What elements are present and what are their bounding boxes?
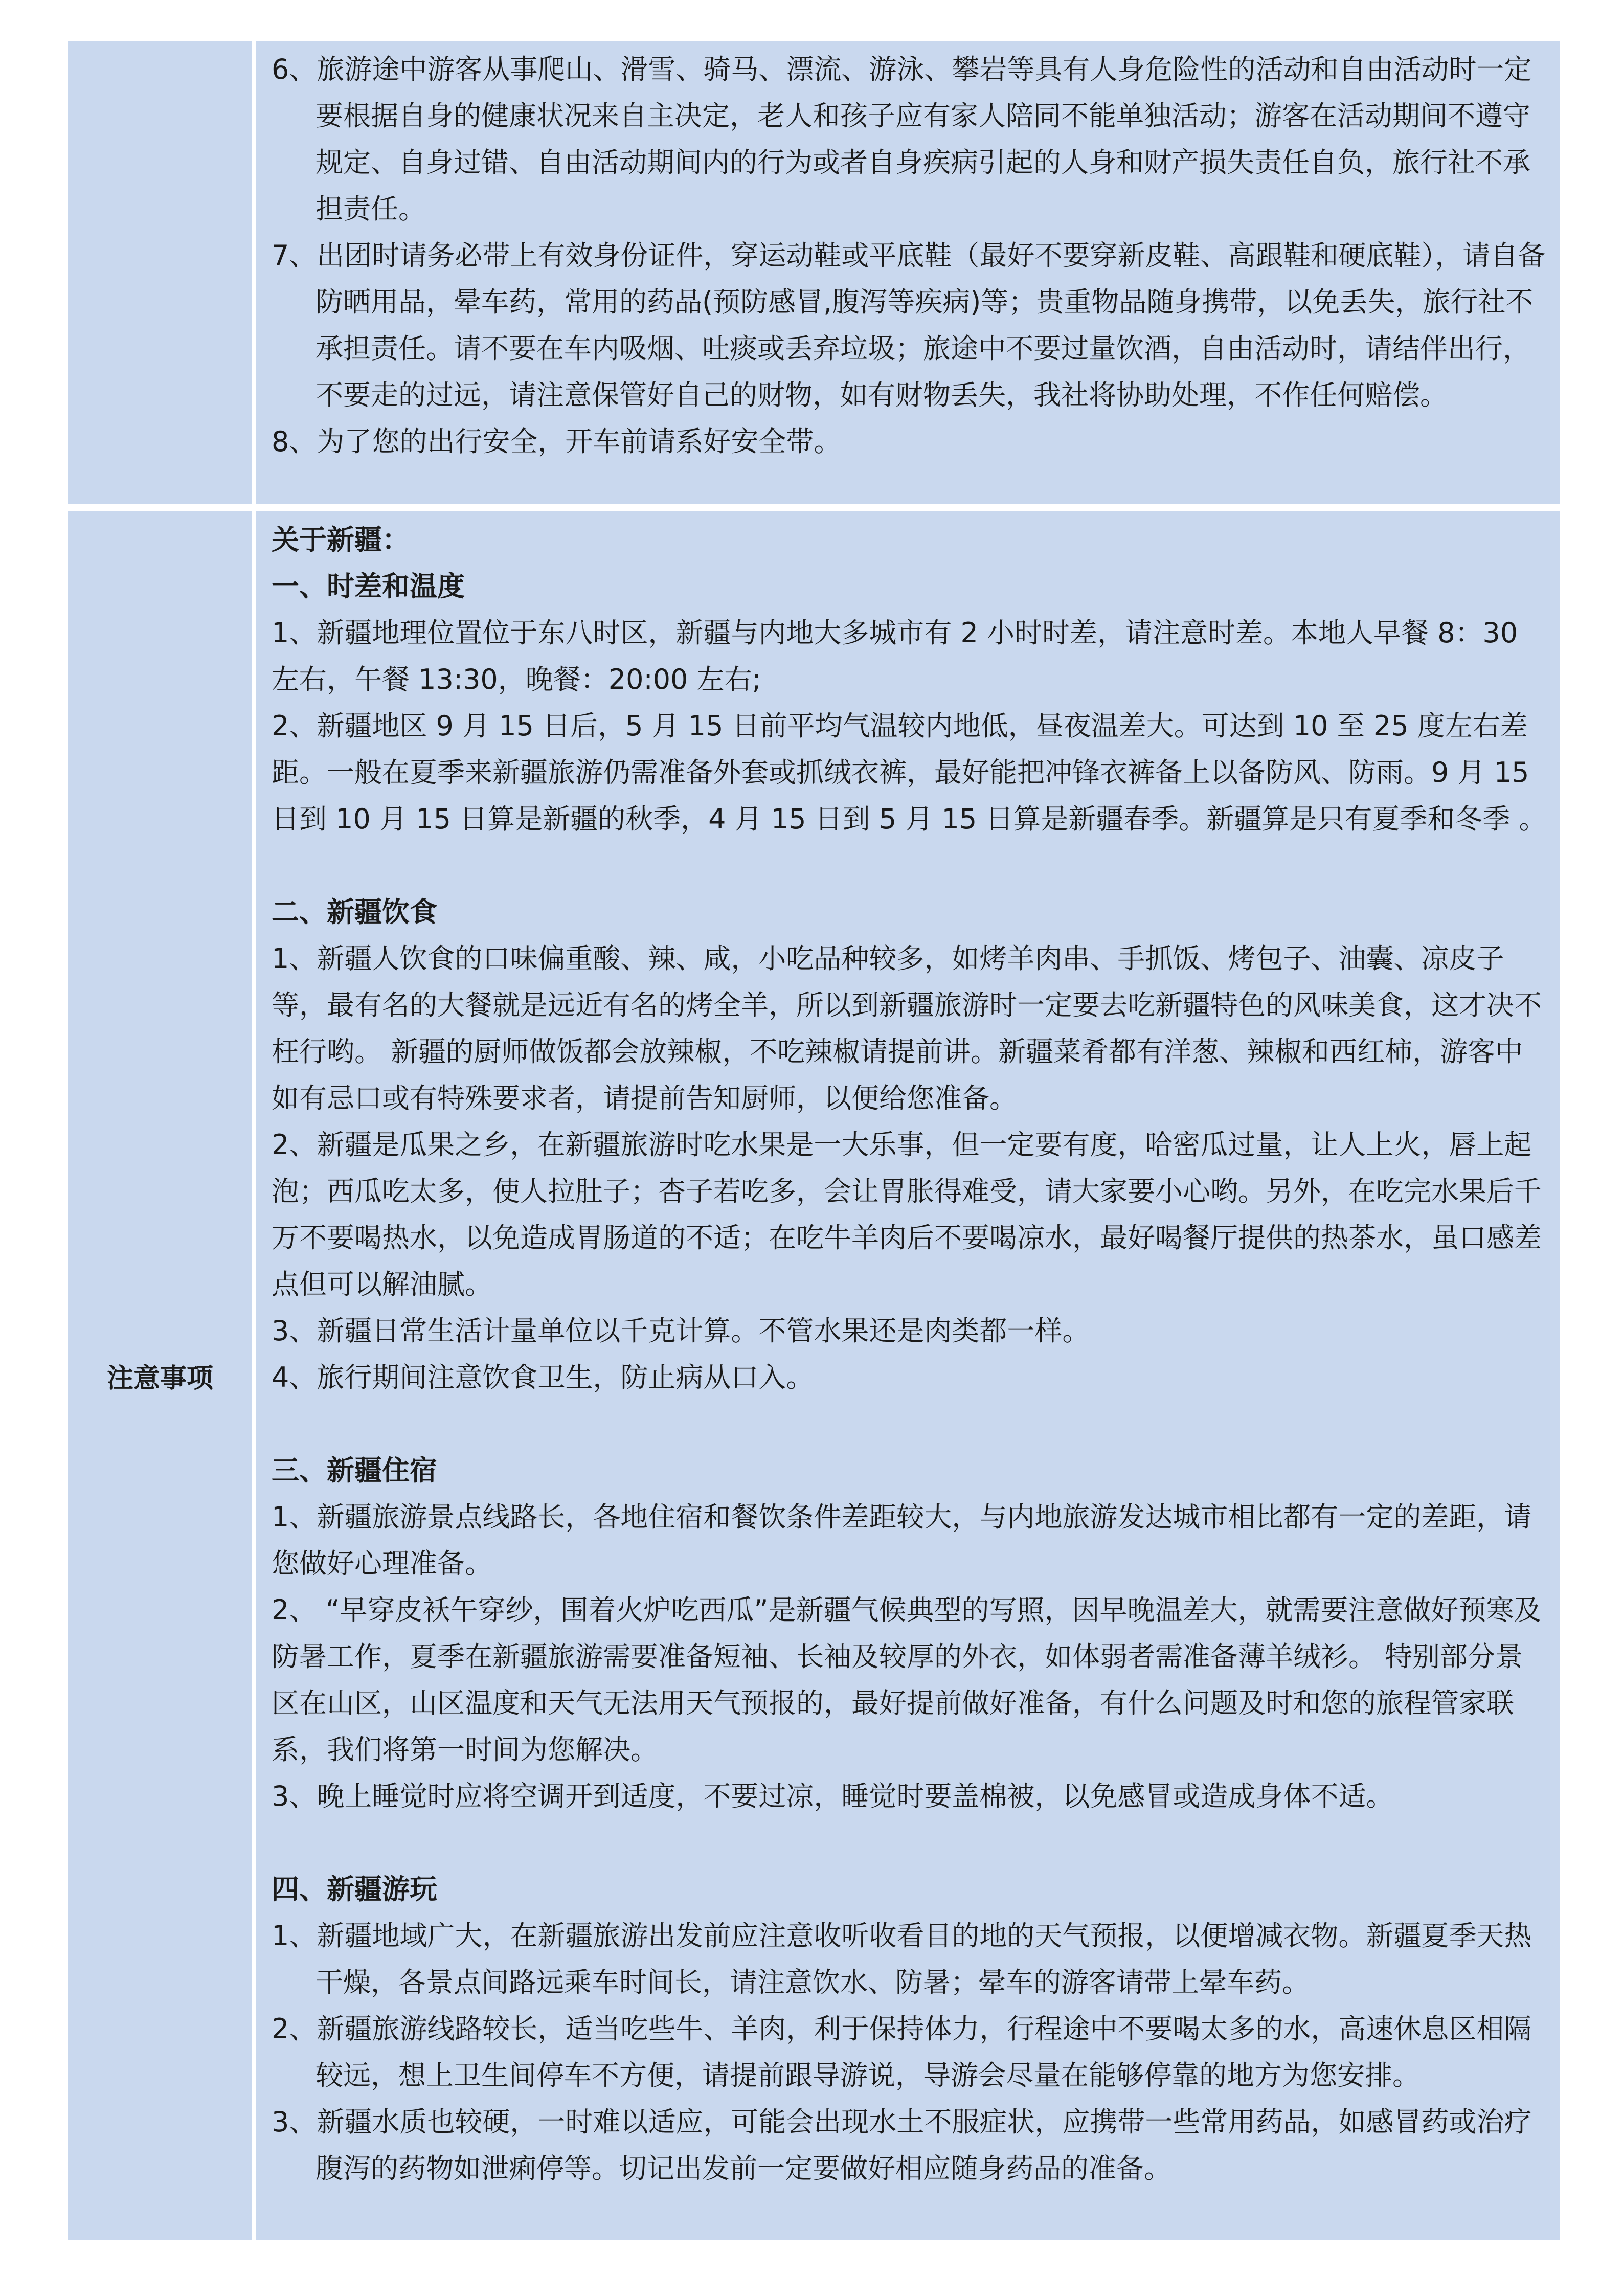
row-content-notes xyxy=(256,511,1560,2240)
section-title-timezone: 一、时差和温度 xyxy=(272,570,465,602)
lodging-paragraph-3: 3、晚上睡觉时应将空调开到适度，不要过凉，睡觉时要盖棉被，以免感冒或造成身体不适。 xyxy=(272,1780,1394,1812)
notes-table xyxy=(68,41,1560,2247)
spacer xyxy=(272,1819,1547,1866)
food-paragraph-4: 4、旅行期间注意饮食卫生，防止病从口入。 xyxy=(272,1361,814,1393)
intro-heading: 关于新疆： xyxy=(272,524,410,556)
notice-item-6: 6、旅游途中游客从事爬山、滑雪、骑马、漂流、游泳、攀岩等具有人身危险性的活动和自由活动时一定要根据自身的健康状况来自主决定，老人和孩子应有家人陪同不能单独活动；游客在活动期间不遵守规定、自身过错、自由活动期间内的行为或者自身疾病引起的人身和财产损失责任自负，旅行社不承担责任。 xyxy=(272,53,1532,225)
row-label-empty xyxy=(68,41,252,504)
food-paragraph-3: 3、新疆日常生活计量单位以千克计算。不管水果还是肉类都一样。 xyxy=(272,1315,1090,1347)
travel-item-3: 3、新疆水质也较硬，一时难以适应，可能会出现水土不服症状，应携带一些常用药品，如感冒药或治疗腹泻的药物如泄痢停等。切记出发前一定要做好相应随身药品的准备。 xyxy=(272,2106,1532,2185)
lodging-paragraph-2: 2、 “早穿皮袄午穿纱，围着火炉吃西瓜”是新疆气候典型的写照，因早晚温差大，就需要注意做好预寒及防暑工作，夏季在新疆旅游需要准备短袖、长袖及较厚的外衣，如体弱者需准备薄羊绒衫。 特别部分景区在山区，山区温度和天气无法用天气预报的，最好提前做好准备，有什么问题及时和您的旅程管家联系，我们将第一时间为您解决。 xyxy=(272,1594,1542,1766)
row-label-notes: 注意事项 xyxy=(68,511,252,2240)
section-title-food: 二、新疆饮食 xyxy=(272,896,437,928)
food-paragraph-1: 1、新疆人饮食的口味偏重酸、辣、咸，小吃品种较多，如烤羊肉串、手抓饭、烤包子、油囊、凉皮子等，最有名的大餐就是远近有名的烤全羊，所以到新疆旅游时一定要去吃新疆特色的风味美食，这才决不枉行哟。 新疆的厨师做饭都会放辣椒，不吃辣椒请提前讲。新疆菜肴都有洋葱、辣椒和西红柿，游客中如有忌口或有特殊要求者，请提前告知厨师，以便给您准备。 xyxy=(272,942,1542,1114)
notice-item-7: 7、出团时请务必带上有效身份证件，穿运动鞋或平底鞋（最好不要穿新皮鞋、高跟鞋和硬底鞋），请自备防晒用品，晕车药，常用的药品(预防感冒,腹泻等疾病)等；贵重物品随身携带，以免丢失，旅行社不承担责任。请不要在车内吸烟、吐痰或丢弃垃圾；旅途中不要过量饮酒，自由活动时，请结伴出行，不要走的过远，请注意保管好自己的财物，如有财物丢失，我社将协助处理，不作任何赔偿。 xyxy=(272,239,1546,411)
lodging-paragraph-1: 1、新疆旅游景点线路长，各地住宿和餐饮条件差距较大，与内地旅游发达城市相比都有一定的差距，请您做好心理准备。 xyxy=(272,1501,1532,1580)
row-content-previous xyxy=(256,41,1560,504)
table-row-previous xyxy=(68,41,1560,504)
timezone-paragraph-2: 2、新疆地区 9 月 15 日后，5 月 15 日前平均气温较内地低，昼夜温差大。可达到 10 至 25 度左右差距。一般在夏季来新疆旅游仍需准备外套或抓绒衣裤，最好能把冲锋衣裤备上以备防风、防雨。9 月 15 日到 10 月 15 日算是新疆的秋季，4 月 15 日到 5 月 15 日算是新疆春季。新疆算是只有夏季和冬季 。 xyxy=(272,710,1547,835)
notice-item-8: 8、为了您的出行安全，开车前请系好安全带。 xyxy=(272,425,842,458)
section-title-lodging: 三、新疆住宿 xyxy=(272,1454,437,1487)
travel-item-1: 1、新疆地域广大，在新疆旅游出发前应注意收听收看目的地的天气预报，以便增减衣物。新疆夏季天热干燥，各景点间路远乘车时间长，请注意饮水、防暑；晕车的游客请带上晕车药。 xyxy=(272,1920,1532,1998)
travel-item-2: 2、新疆旅游线路较长，适当吃些牛、羊肉，利于保持体力，行程途中不要喝太多的水，高速休息区相隔较远，想上卫生间停车不方便，请提前跟导游说，导游会尽量在能够停靠的地方为您安排。 xyxy=(272,2013,1532,2091)
section-title-travel: 四、新疆游玩 xyxy=(272,1873,437,1905)
food-paragraph-2: 2、新疆是瓜果之乡，在新疆旅游时吃水果是一大乐事，但一定要有度，哈密瓜过量，让人上火，唇上起泡；西瓜吃太多，使人拉肚子；杏子若吃多，会让胃胀得难受，请大家要小心哟。另外，在吃完水果后千万不要喝热水，以免造成胃肠道的不适；在吃牛羊肉后不要喝凉水，最好喝餐厅提供的热茶水，虽口感差点但可以解油腻。 xyxy=(272,1129,1542,1300)
spacer xyxy=(272,1401,1547,1447)
table-row-notes xyxy=(68,511,1560,2240)
spacer xyxy=(272,842,1547,889)
timezone-paragraph-1: 1、新疆地理位置位于东八时区，新疆与内地大多城市有 2 小时时差，请注意时差。本地人早餐 8：30 左右，午餐 13:30，晚餐：20:00 左右; xyxy=(272,617,1518,695)
